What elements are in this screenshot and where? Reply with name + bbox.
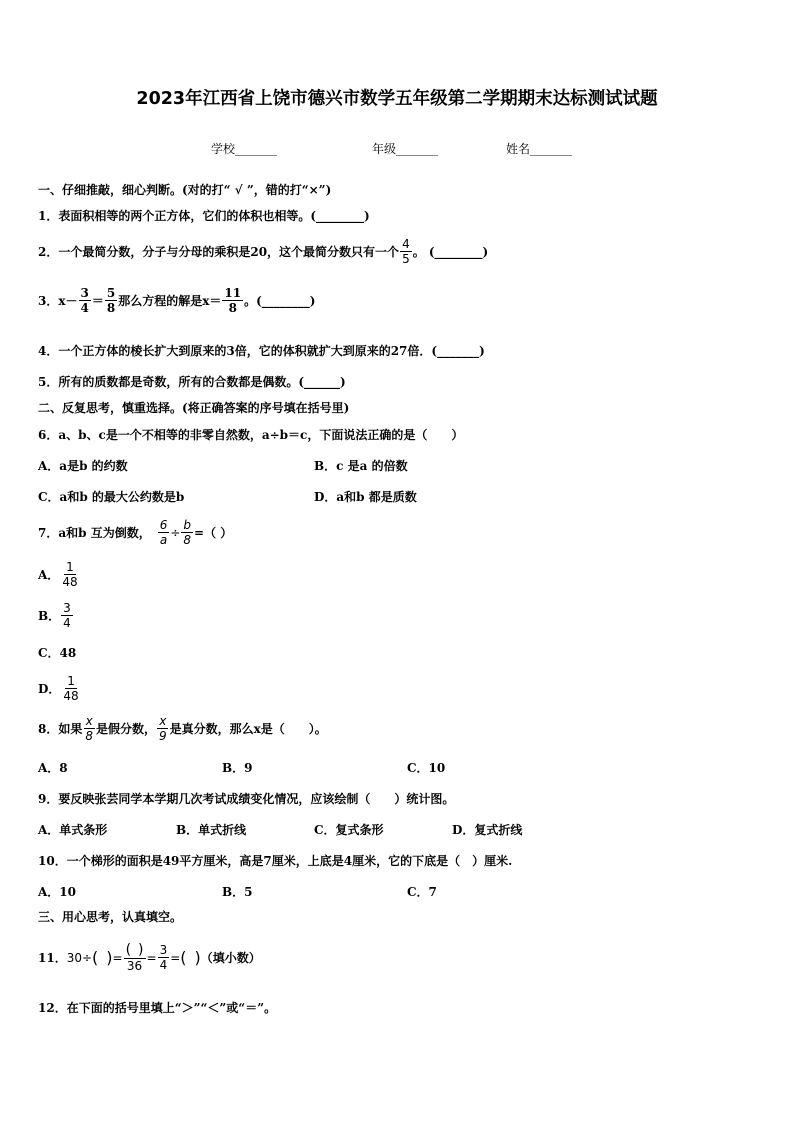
q11-fraction-1 (124, 943, 146, 972)
q8-f1-denominator: 8 (85, 729, 93, 743)
section2-heading: 二、反复思考，慎重选择。(将正确答案的序号填在括号里) (38, 401, 350, 415)
q3-f2-denominator: 8 (106, 301, 116, 315)
q7-option-a[interactable] (38, 561, 81, 588)
q11-blank-2[interactable]: ( ) (125, 942, 144, 958)
q6-option-b[interactable]: B．c 是a 的倍数 (314, 459, 408, 473)
q7-f1-denominator: a (159, 533, 168, 547)
q8-text: 8．如果 (38, 721, 83, 736)
question-11 (38, 943, 261, 972)
q7-d-label: D． (38, 681, 61, 696)
q2-blank: 。 (________) (412, 244, 489, 259)
q10-option-c[interactable]: C．7 (407, 885, 437, 899)
q7-d-numerator: 1 (67, 674, 75, 688)
q7-option-b[interactable] (38, 602, 74, 629)
page-title: 2023年江西省上饶市德兴市数学五年级第二学期期末达标测试试题 (136, 89, 658, 109)
q8-fraction-2 (157, 715, 169, 742)
q3-fraction-1 (79, 287, 91, 314)
q8-f2-denominator: 9 (159, 729, 167, 743)
question-12: 12．在下面的括号里填上“＞”“＜”或“＝”。 (38, 1001, 277, 1015)
q8-f1-numerator: x (85, 714, 93, 728)
question-5: 5．所有的质数都是奇数，所有的合数都是偶数。(______) (38, 375, 346, 389)
q7-a-fraction (60, 561, 79, 588)
q7-d-denominator: 48 (63, 689, 79, 703)
question-7 (38, 519, 232, 546)
q11-equals-2: = (146, 950, 157, 965)
q11-fraction-2 (158, 944, 170, 971)
q11-note: （填小数） (200, 950, 261, 965)
question-6: 6．a、b、c是一个不相等的非零自然数，a÷b＝c，下面说法正确的是（ ） (38, 428, 464, 442)
question-10: 10．一个梯形的面积是49平方厘米，高是7厘米，上底是4厘米，它的下底是（ ）厘米. (38, 854, 513, 868)
q3-f3-denominator: 8 (228, 301, 237, 315)
q6-option-c[interactable]: C．a和b 的最大公约数是b (38, 490, 185, 504)
q7-fraction-1 (158, 519, 170, 546)
q7-a-numerator: 1 (66, 560, 74, 574)
q3-f2-numerator: 5 (106, 286, 116, 300)
q7-f2-numerator: b (183, 518, 192, 532)
q7-fraction-2 (181, 519, 193, 546)
q7-text: 7．a和b 互为倒数， (38, 525, 151, 540)
q6-option-a[interactable]: A．a是b 的约数 (38, 459, 128, 473)
q2-text: 2．一个最简分数，分子与分母的乘积是20，这个最简分数只有一个 (38, 244, 400, 259)
q7-f2-denominator: 8 (183, 533, 192, 547)
q9-option-b[interactable]: B．单式折线 (176, 823, 247, 837)
q11-blank-3[interactable]: ( ) (180, 947, 201, 967)
q2-denominator: 5 (402, 252, 410, 266)
q11-f2-numerator: 3 (159, 943, 168, 957)
q8-fraction-1 (83, 715, 95, 742)
q3-f1-denominator: 4 (80, 301, 89, 315)
grade-field[interactable]: 年级_______ (372, 142, 439, 156)
q7-b-fraction (61, 602, 73, 629)
q3-fraction-2 (105, 287, 117, 314)
question-9: 9．要反映张芸同学本学期几次考试成绩变化情况，应该绘制（ ）统计图。 (38, 792, 455, 806)
q2-numerator: 4 (402, 237, 410, 251)
question-8 (38, 715, 327, 742)
q11-label: 11． (38, 950, 67, 965)
q8-middle-text: 是假分数， (96, 721, 157, 736)
q8-f2-numerator: x (159, 714, 167, 728)
q8-option-a[interactable]: A．8 (38, 761, 68, 775)
section3-heading: 三、用心思考，认真填空。 (38, 910, 183, 924)
q7-a-denominator: 48 (62, 575, 78, 589)
question-1: 1．表面积相等的两个正方体，它们的体积也相等。(________) (38, 209, 370, 223)
q10-option-b[interactable]: B．5 (222, 885, 253, 899)
q3-equals: ＝ (91, 293, 104, 308)
question-2 (38, 238, 488, 265)
q8-option-c[interactable]: C．10 (407, 761, 446, 775)
q9-option-c[interactable]: C．复式条形 (314, 823, 384, 837)
name-field[interactable]: 姓名_______ (506, 142, 573, 156)
q7-b-denominator: 4 (63, 616, 71, 630)
q8-blank: 是真分数，那么x是（ ）。 (169, 721, 327, 736)
q6-option-d[interactable]: D．a和b 都是质数 (314, 490, 417, 504)
q3-text: 3．x－ (38, 293, 78, 308)
q7-option-c[interactable]: C．48 (38, 646, 77, 660)
question-3 (38, 287, 315, 314)
q9-option-d[interactable]: D．复式折线 (452, 823, 523, 837)
q7-f1-numerator: 6 (159, 518, 168, 532)
q11-f2-denominator: 4 (159, 958, 168, 972)
q8-option-b[interactable]: B．9 (222, 761, 253, 775)
q7-b-numerator: 3 (63, 601, 71, 615)
q7-blank: =（ ） (194, 525, 233, 540)
q7-b-label: B． (38, 608, 61, 623)
q11-expression: 30÷ (66, 950, 93, 965)
q7-d-fraction (61, 675, 80, 702)
q7-option-d[interactable] (38, 675, 82, 702)
q9-option-a[interactable]: A．单式条形 (38, 823, 108, 837)
q7-a-label: A． (38, 567, 60, 582)
q3-f3-numerator: 11 (224, 286, 242, 300)
q3-f1-numerator: 3 (80, 286, 89, 300)
q2-fraction (400, 238, 412, 265)
q3-blank: 。(________) (244, 293, 316, 308)
question-4: 4．一个正方体的棱长扩大到原来的3倍，它的体积就扩大到原来的27倍．(_______) (38, 344, 485, 358)
q11-f1-denominator: 36 (126, 959, 143, 973)
school-field[interactable]: 学校_______ (211, 142, 278, 156)
q11-blank-1[interactable]: ( ) (92, 947, 113, 967)
q3-fraction-3 (222, 287, 243, 314)
q3-middle-text: 那么方程的解是x＝ (118, 293, 222, 308)
q7-divide: ÷ (170, 525, 181, 540)
q11-equals-1: = (112, 950, 123, 965)
section1-heading: 一、仔细推敲，细心判断。(对的打“ √ ”，错的打“×”) (38, 183, 332, 197)
q10-option-a[interactable]: A．10 (38, 885, 77, 899)
q11-equals-3: = (170, 950, 181, 965)
